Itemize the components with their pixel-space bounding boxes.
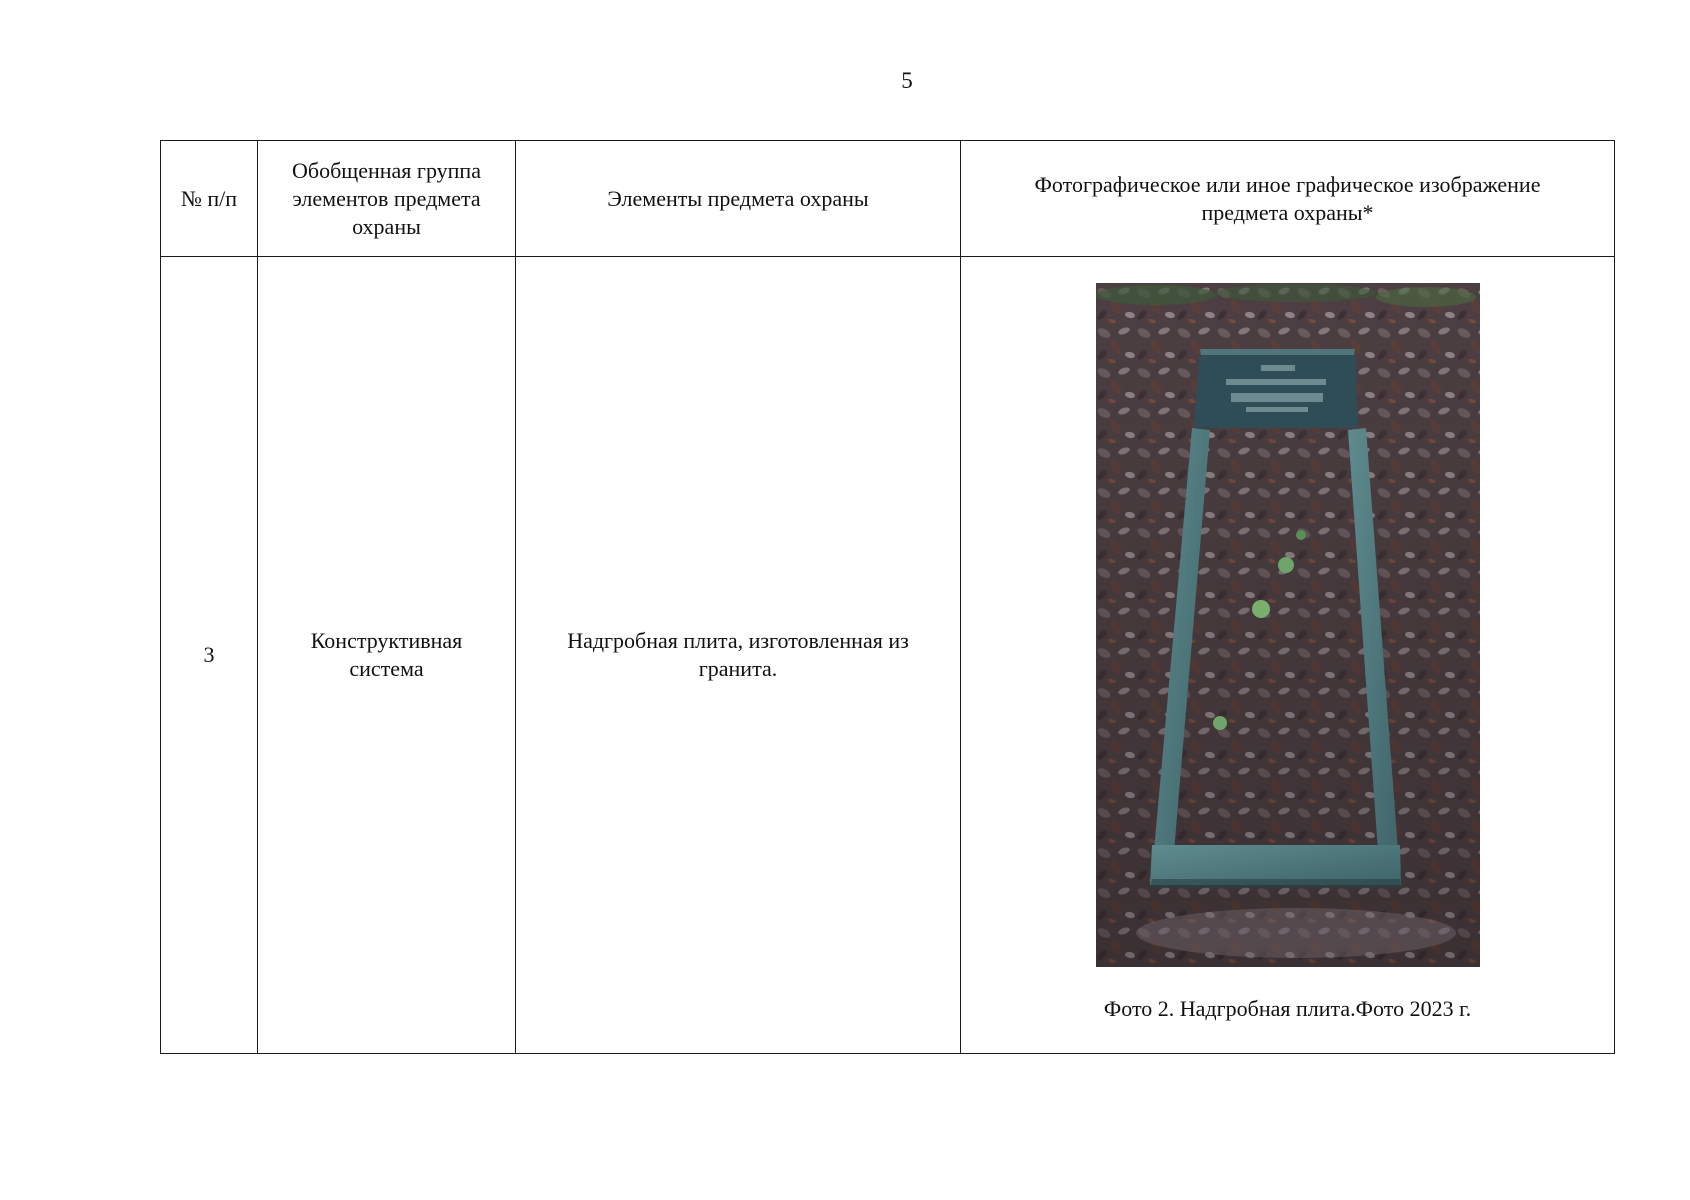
row-elements: Надгробная плита, изготовленная из гранита.: [516, 257, 961, 1054]
row-image-cell: [961, 257, 1615, 1054]
row-number: 3: [161, 257, 258, 1054]
page-number: 5: [901, 68, 913, 93]
row-group: Конструктивная система: [258, 257, 516, 1054]
table-row: [161, 257, 1615, 1054]
table-header-row: [161, 141, 1615, 257]
header-image: Фотографическое или иное графическое изображение предмета охраны*: [961, 141, 1615, 257]
header-group: Обобщенная группа элементов предмета охраны: [258, 141, 516, 257]
header-elements: Элементы предмета охраны: [516, 141, 961, 257]
protection-table: [160, 140, 1615, 1054]
gravestone-photo: [1096, 283, 1480, 967]
header-number: № п/п: [161, 141, 258, 257]
photo-caption: Фото 2. Надгробная плита.Фото 2023 г.: [1103, 996, 1472, 1021]
